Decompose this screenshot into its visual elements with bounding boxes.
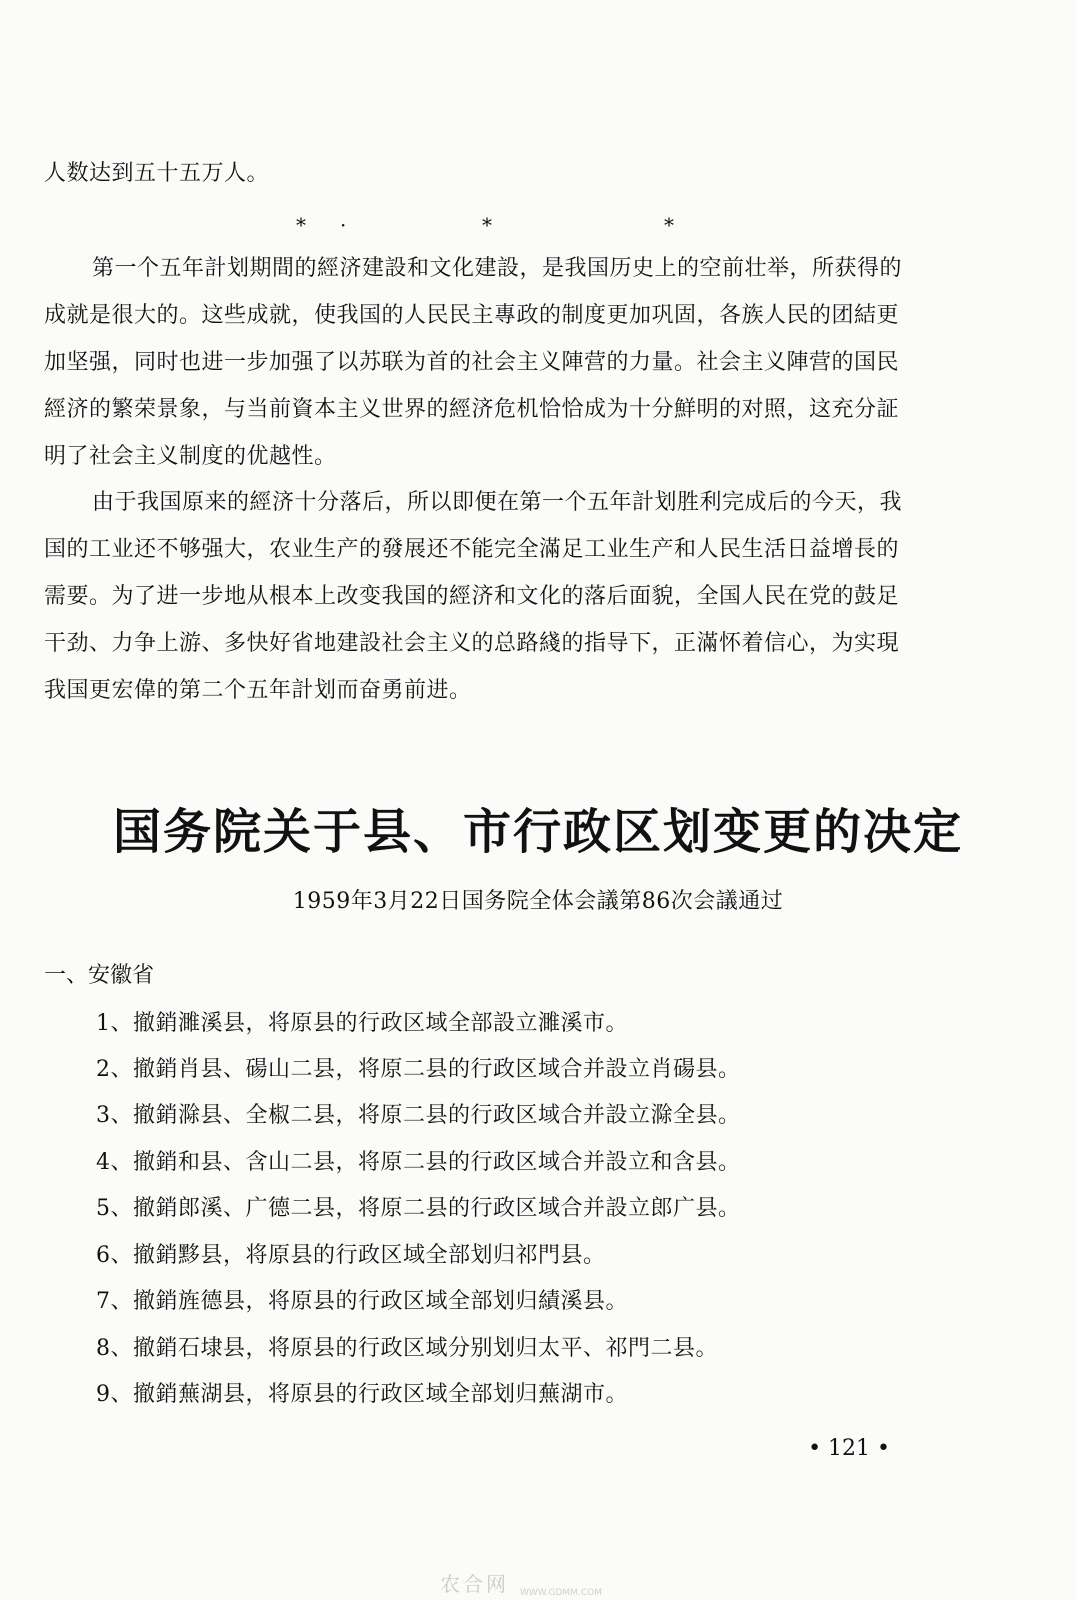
watermark-url: WWW.GDMM.COM	[520, 1588, 602, 1598]
section-heading: 一、安徽省	[44, 963, 155, 988]
list-item: 2、撤銷肖县、碭山二县，将原二县的行政区域合并設立肖碭县。	[96, 1057, 741, 1082]
document-subtitle: 1959年3月22日国务院全体会議第86次会議通过	[292, 889, 784, 914]
paragraph-line: 第一个五年計划期間的經济建設和文化建設，是我国历史上的空前壮举，所获得的	[92, 256, 903, 281]
separator-dot: ·	[340, 213, 347, 237]
paragraph-line: 加坚强，同时也进一步加强了以苏联为首的社会主义陣营的力量。社会主义陣营的国民	[44, 350, 900, 375]
list-item: 7、撤銷旌德县，将原县的行政区域全部划归績溪县。	[96, 1289, 628, 1314]
list-item: 8、撤銷石埭县，将原县的行政区域分别划归太平、祁門二县。	[96, 1336, 718, 1361]
list-item: 5、撤銷郎溪、广德二县，将原二县的行政区域合并設立郎广县。	[96, 1196, 741, 1221]
paragraph-line: 明了社会主义制度的优越性。	[44, 444, 337, 469]
separator-star: *	[296, 213, 306, 237]
paragraph-line: 成就是很大的。这些成就，使我国的人民民主專政的制度更加巩固，各族人民的团結更	[44, 303, 900, 328]
paragraph-line: 經济的繁荣景象，与当前資本主义世界的經济危机恰恰成为十分鮮明的对照，这充分証	[44, 397, 900, 422]
intro-line: 人数达到五十五万人。	[44, 161, 270, 186]
document-title: 国务院关于县、市行政区划变更的决定	[112, 804, 963, 860]
separator-star: *	[664, 213, 674, 237]
page-number: • 121 •	[808, 1436, 890, 1461]
paragraph-line: 需要。为了进一步地从根本上改变我国的經济和文化的落后面貌，全国人民在党的鼓足	[44, 584, 900, 609]
list-item: 6、撤銷黟县，将原县的行政区域全部划归祁門县。	[96, 1243, 606, 1268]
paragraph-line: 我国更宏偉的第二个五年計划而奋勇前进。	[44, 678, 472, 703]
list-item: 4、撤銷和县、含山二县，将原二县的行政区域合并設立和含县。	[96, 1150, 741, 1175]
list-item: 1、撤銷濉溪县，将原县的行政区域全部設立濉溪市。	[96, 1011, 628, 1036]
watermark-logo: 农合网	[440, 1572, 509, 1596]
paragraph-line: 由于我国原来的經济十分落后，所以即便在第一个五年計划胜利完成后的今天，我	[92, 490, 903, 515]
paragraph-line: 干劲、力争上游、多快好省地建設社会主义的总路綫的指导下，正滿怀着信心，为实現	[44, 631, 900, 656]
section-separator	[0, 213, 1076, 237]
list-item: 3、撤銷滁县、全椒二县，将原二县的行政区域合并設立滁全县。	[96, 1103, 741, 1128]
paragraph-line: 国的工业还不够强大，农业生产的發展还不能完全滿足工业生产和人民生活日益增長的	[44, 537, 900, 562]
separator-star: *	[482, 213, 492, 237]
list-item: 9、撤銷蕪湖县，将原县的行政区域全部划归蕪湖市。	[96, 1382, 628, 1407]
